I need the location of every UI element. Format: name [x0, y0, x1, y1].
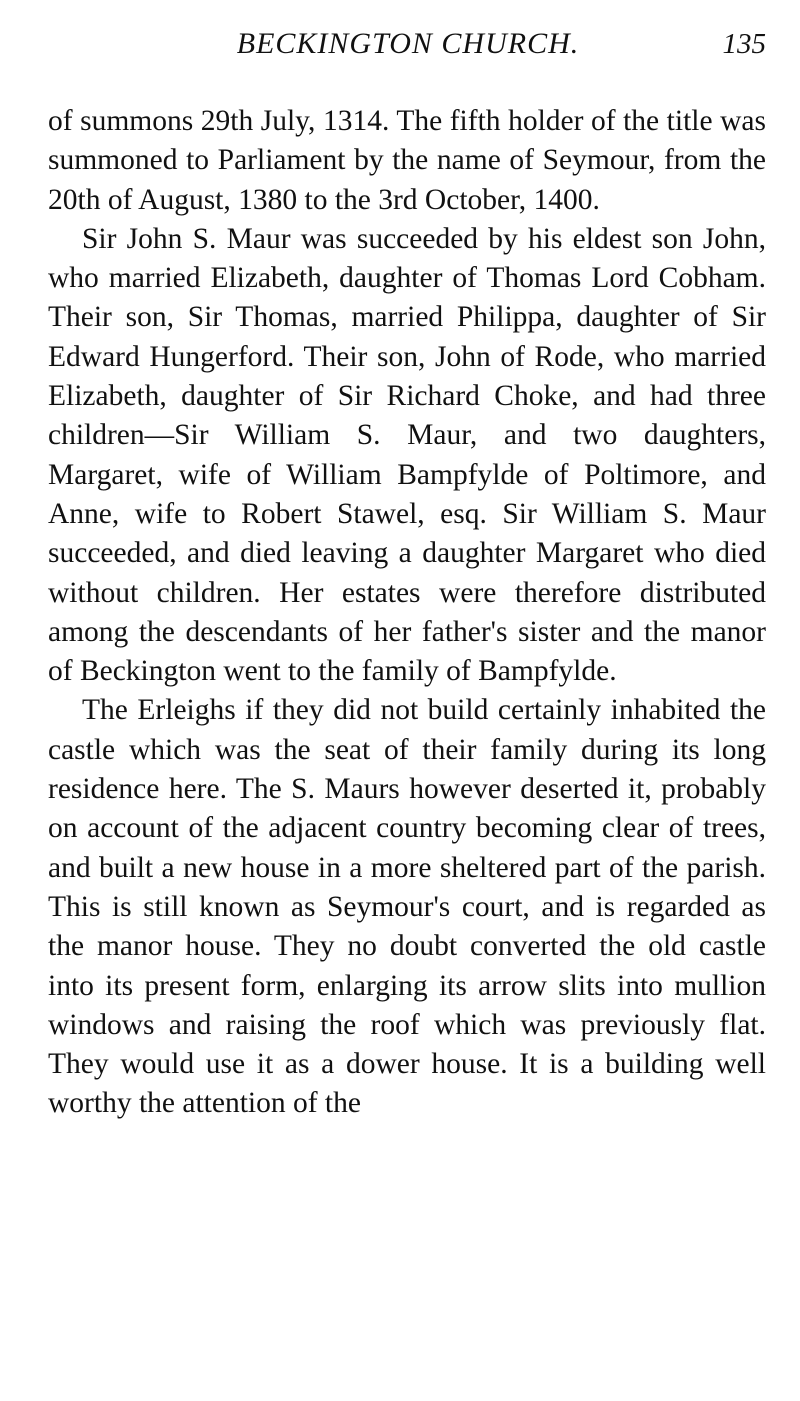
- paragraph-1: of summons 29th July, 1314. The fifth holder of the title was summoned to Parliament by the name of Seymour, from the 20th of August, 1380 to the 3rd October, 1400.: [48, 105, 766, 216]
- paragraph-3: The Erleighs if they did not build certainly inhabited the castle which was the seat of their family during its long residence here. The S. Maurs however deserted it, probably on account of the adjacent country becoming clear of trees, and built a new house in a more sheltered part of the parish. This is still known as Seymour's court, and is regarded as the manor house. They no doubt converted the old castle into its present form, enlarging its arrow slits into mullion windows and raising the roof which was previously flat. They would use it as a dower house. It is a building well worthy the attention of the: [48, 694, 766, 1120]
- page-number: 135: [722, 28, 766, 60]
- running-title: BECKINGTON CHURCH.: [236, 27, 580, 60]
- running-head: [48, 22, 766, 66]
- paragraph-2: Sir John S. Maur was succeeded by his eldest son John, who married Elizabeth, daughter of Thomas Lord Cobham. Their son, Sir Thomas, married Philippa, daughter of Sir Edward Hungerford. Their son, John of Rode, who married Elizabeth, daughter of Sir Richard Choke, and had three children—Sir William S. Maur, and two daughters, Margaret, wife of William Bampfylde of Poltimore, and Anne, wife to Robert Stawel, esq. Sir William S. Maur succeeded, and died leaving a daughter Margaret who died without children. Her estates were therefore distributed among the descendants of her father's sister and the manor of Beckington went to the family of Bampfylde.: [48, 222, 766, 688]
- body-text: [48, 102, 766, 1124]
